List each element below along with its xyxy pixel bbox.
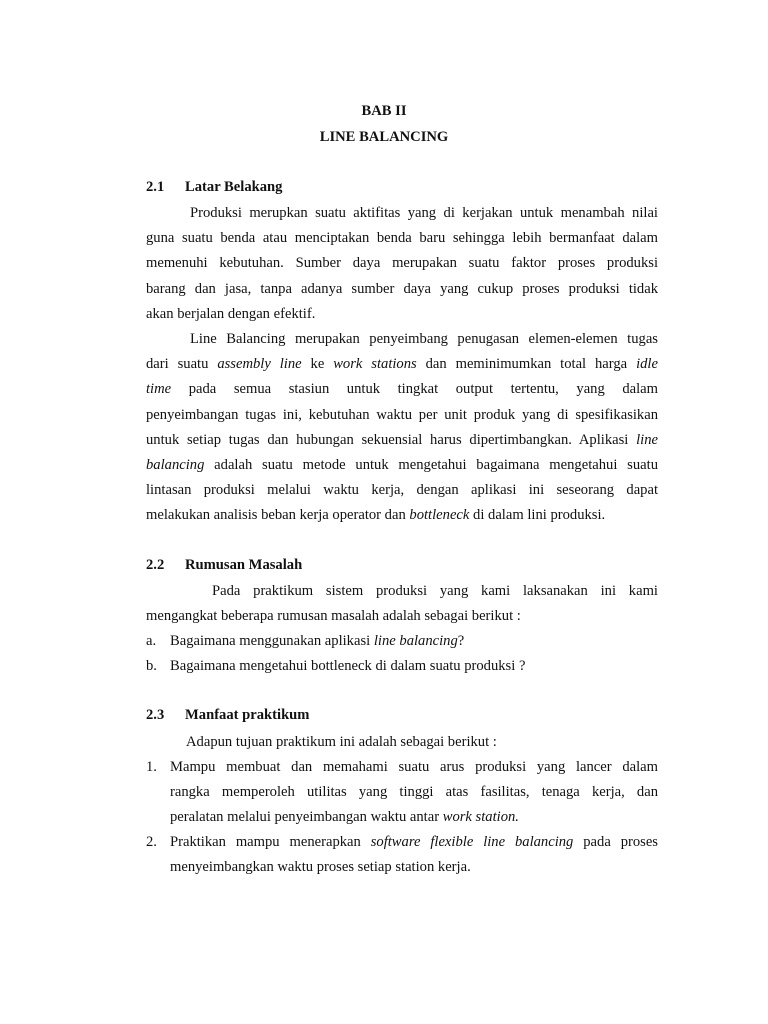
paragraph-line: guna suatu benda atau menciptakan benda baru sehingga lebih bermanfaat dalam [146,230,658,247]
paragraph-line: Pada praktikum sistem produksi yang kami laksanakan ini kami [212,583,658,599]
paragraph-manfaat-intro: Adapun tujuan praktikum ini adalah sebagai berikut : [186,734,497,750]
paragraph-line: melakukan analisis beban kerja operator dan bottleneck di dalam lini produksi. [146,507,606,524]
paragraph-line: Line Balancing merupakan penyeimbang penugasan elemen-elemen tugas [190,331,658,347]
section-title: Latar Belakang [185,179,283,195]
list-item-text: Praktikan mampu menerapkan software flexible line balancing pada proses menyeimbangkan waktu proses setiap station kerja. [170,834,658,876]
paragraph-line: memenuhi kebutuhan. Sumber daya merupakan suatu faktor proses produksi [146,255,658,272]
list-item-text: Bagaimana menggunakan aplikasi line balancing? [170,633,465,649]
list-marker: 1. [146,759,157,775]
section-heading-2-2 [146,557,302,574]
paragraph-line: akan berjalan dengan efektif. [146,305,316,322]
paragraph-line: time pada semua stasiun untuk tingkat output tertentu, yang dalam [146,381,658,398]
paragraph-line: lintasan produksi melalui waktu kerja, dengan aplikasi ini seseorang dapat [146,482,658,499]
list-item [146,830,658,882]
paragraph-line: balancing adalah suatu metode untuk mengetahui bagaimana mengetahui suatu [146,457,658,474]
section-heading-2-1 [146,179,282,196]
list-marker: 2. [146,834,157,850]
section-title: Manfaat praktikum [185,707,310,723]
paragraph-line: penyeimbangan tugas ini, kebutuhan waktu per unit produk yang di spesifikasikan [146,406,658,423]
paragraph-line: untuk setiap tugas dan hubungan sekuensial harus dipertimbangkan. Aplikasi line [146,431,659,448]
paragraph-line: mengangkat beberapa rumusan masalah adalah sebagai berikut : [146,608,521,625]
section-heading-2-3 [146,707,309,724]
section-number: 2.3 [146,707,165,723]
paragraph-line: dari suatu assembly line ke work stations dan meminimumkan total harga idle [146,356,658,373]
chapter-label: BAB II [361,103,407,119]
section-number: 2.1 [146,179,165,195]
paragraph-rumusan-intro [146,579,658,629]
section-number: 2.2 [146,557,165,573]
paragraph-line: barang dan jasa, tanpa adanya sumber daya yang cukup proses produksi tidak [146,280,658,297]
list-marker: a. [146,633,157,649]
list-item-text: Bagaimana mengetahui bottleneck di dalam suatu produksi ? [170,658,526,674]
section-title: Rumusan Masalah [185,557,303,573]
list-item-text: Mampu membuat dan memahami suatu arus produksi yang lancer dalam rangka memperoleh utilitas yang tinggi atas fasilitas, tenaga kerja, dan peralatan melalui penyeimbangan waktu antar work station. [170,759,658,826]
paragraph-line-balancing [146,327,658,529]
list-marker: b. [146,658,157,674]
paragraph-produksi [146,201,658,327]
paragraph-line: Produksi merupkan suatu aktifitas yang di kerjakan untuk menambah nilai [190,205,658,221]
list-item [146,755,658,831]
chapter-title: LINE BALANCING [319,129,449,145]
